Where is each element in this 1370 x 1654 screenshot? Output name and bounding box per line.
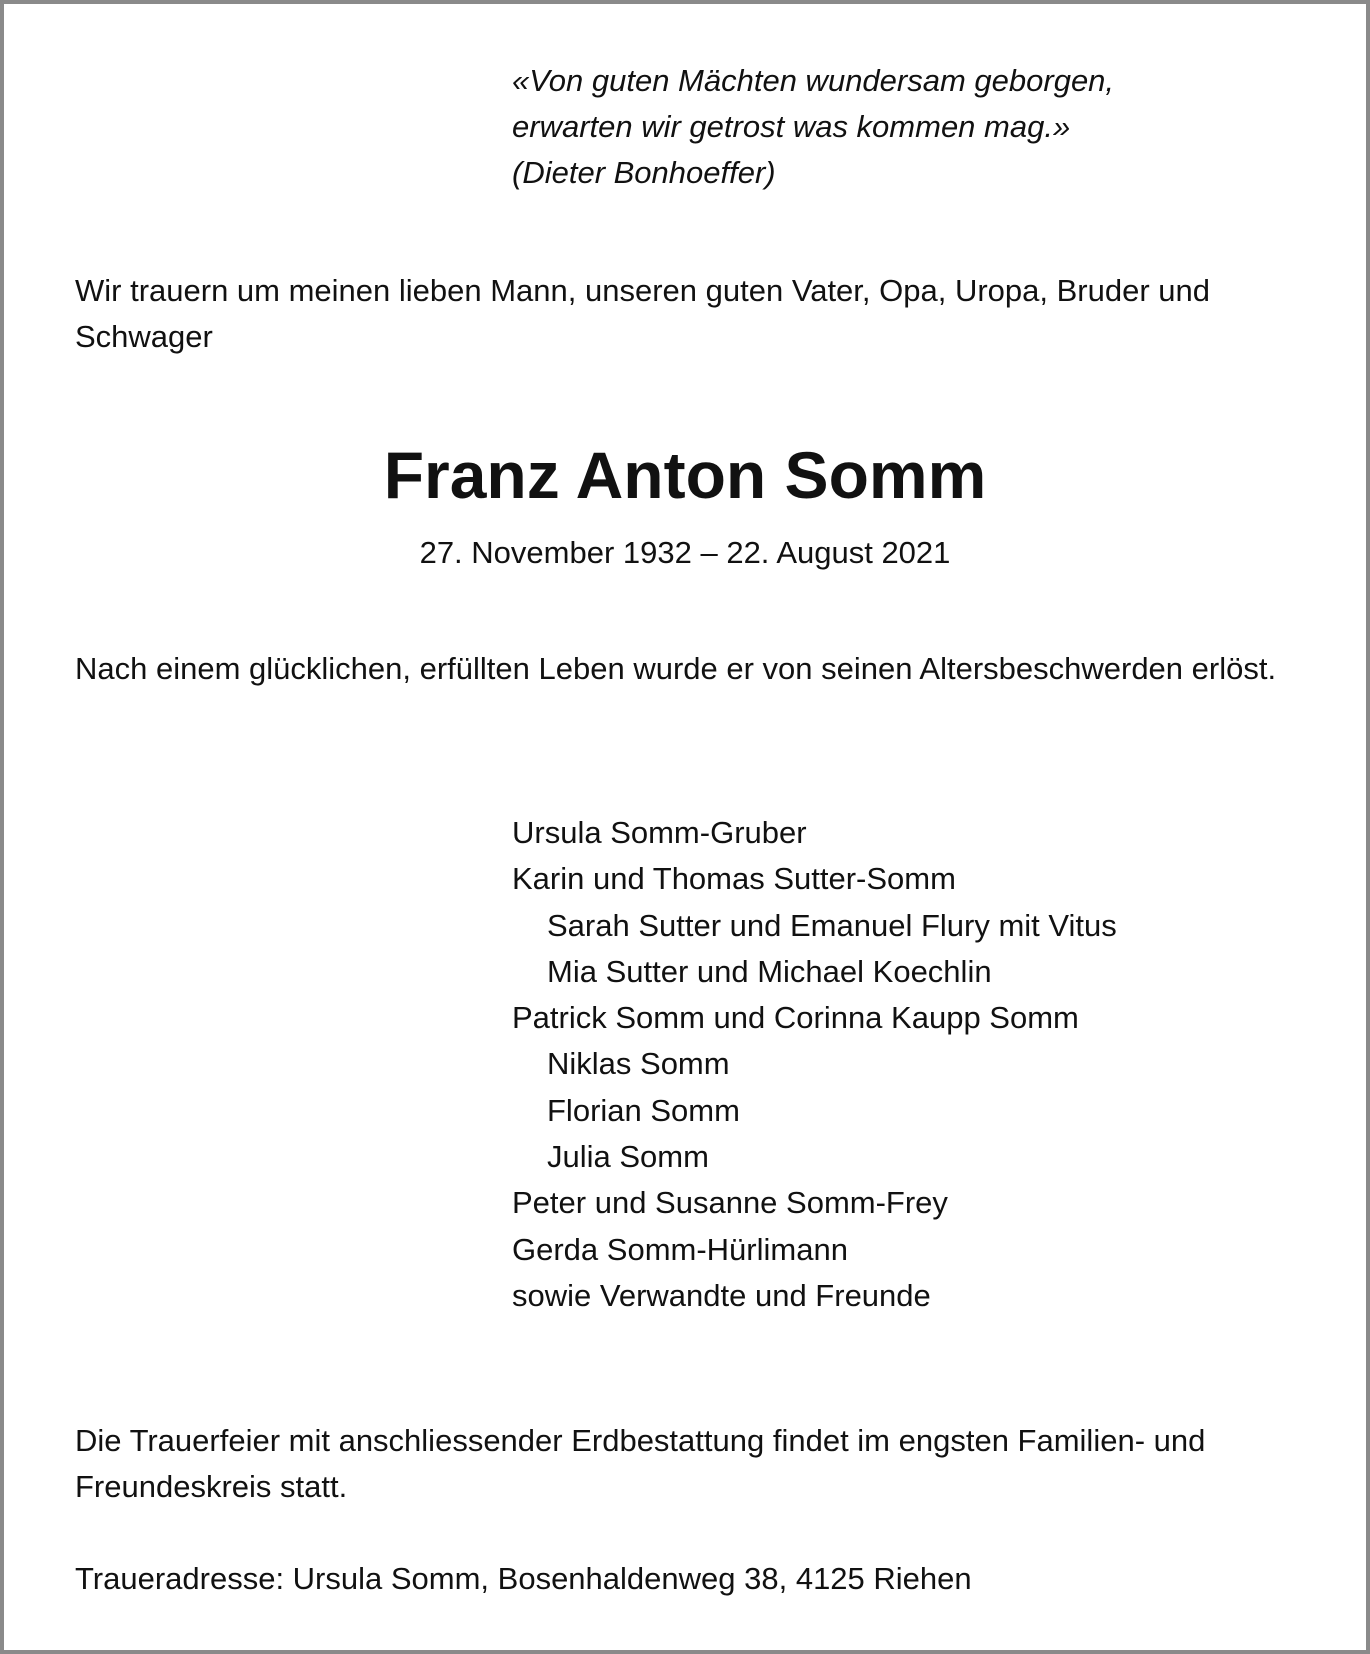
mourning-address: Traueradresse: Ursula Somm, Bosenhaldenweg 38, 4125 Riehen xyxy=(75,1561,972,1596)
deceased-name: Franz Anton Somm xyxy=(383,438,987,512)
mourner-entry: Patrick Somm und Corinna Kaupp Somm xyxy=(512,1000,1079,1036)
mourner-entry: Peter und Susanne Somm-Frey xyxy=(512,1185,948,1221)
bonhoeffer-quote xyxy=(512,58,1114,196)
quote-line: «Von guten Mächten wundersam geborgen, xyxy=(512,63,1115,98)
mourner-entry: Florian Somm xyxy=(547,1092,740,1128)
mourner-entry: Julia Somm xyxy=(547,1139,709,1175)
mourning-intro: Wir trauern um meinen lieben Mann, unseren guten Vater, Opa, Uropa, Bruder und Schwager xyxy=(75,273,1210,354)
funeral-notice: Die Trauerfeier mit anschliessender Erdbestattung findet im engsten Familien- und Freundeskreis statt. xyxy=(75,1423,1206,1504)
mourner-entry: Mia Sutter und Michael Koechlin xyxy=(547,953,992,989)
mourner-entry: Karin und Thomas Sutter-Somm xyxy=(512,861,956,897)
mourner-entry: Gerda Somm-Hürlimann xyxy=(512,1231,848,1267)
mourner-entry: Niklas Somm xyxy=(547,1046,730,1082)
mourner-entry: Ursula Somm-Gruber xyxy=(512,815,807,850)
life-dates: 27. November 1932 – 22. August 2021 xyxy=(419,535,951,570)
quote-attribution: (Dieter Bonhoeffer) xyxy=(512,155,776,190)
quote-line: erwarten wir getrost was kommen mag.» xyxy=(512,109,1071,144)
passing-statement: Nach einem glücklichen, erfüllten Leben wurde er von seinen Altersbeschwerden erlöst. xyxy=(75,651,1277,686)
mourner-entry: Sarah Sutter und Emanuel Flury mit Vitus xyxy=(547,907,1117,943)
mourners-list xyxy=(512,810,1117,1319)
mourner-entry: sowie Verwandte und Freunde xyxy=(512,1277,931,1313)
